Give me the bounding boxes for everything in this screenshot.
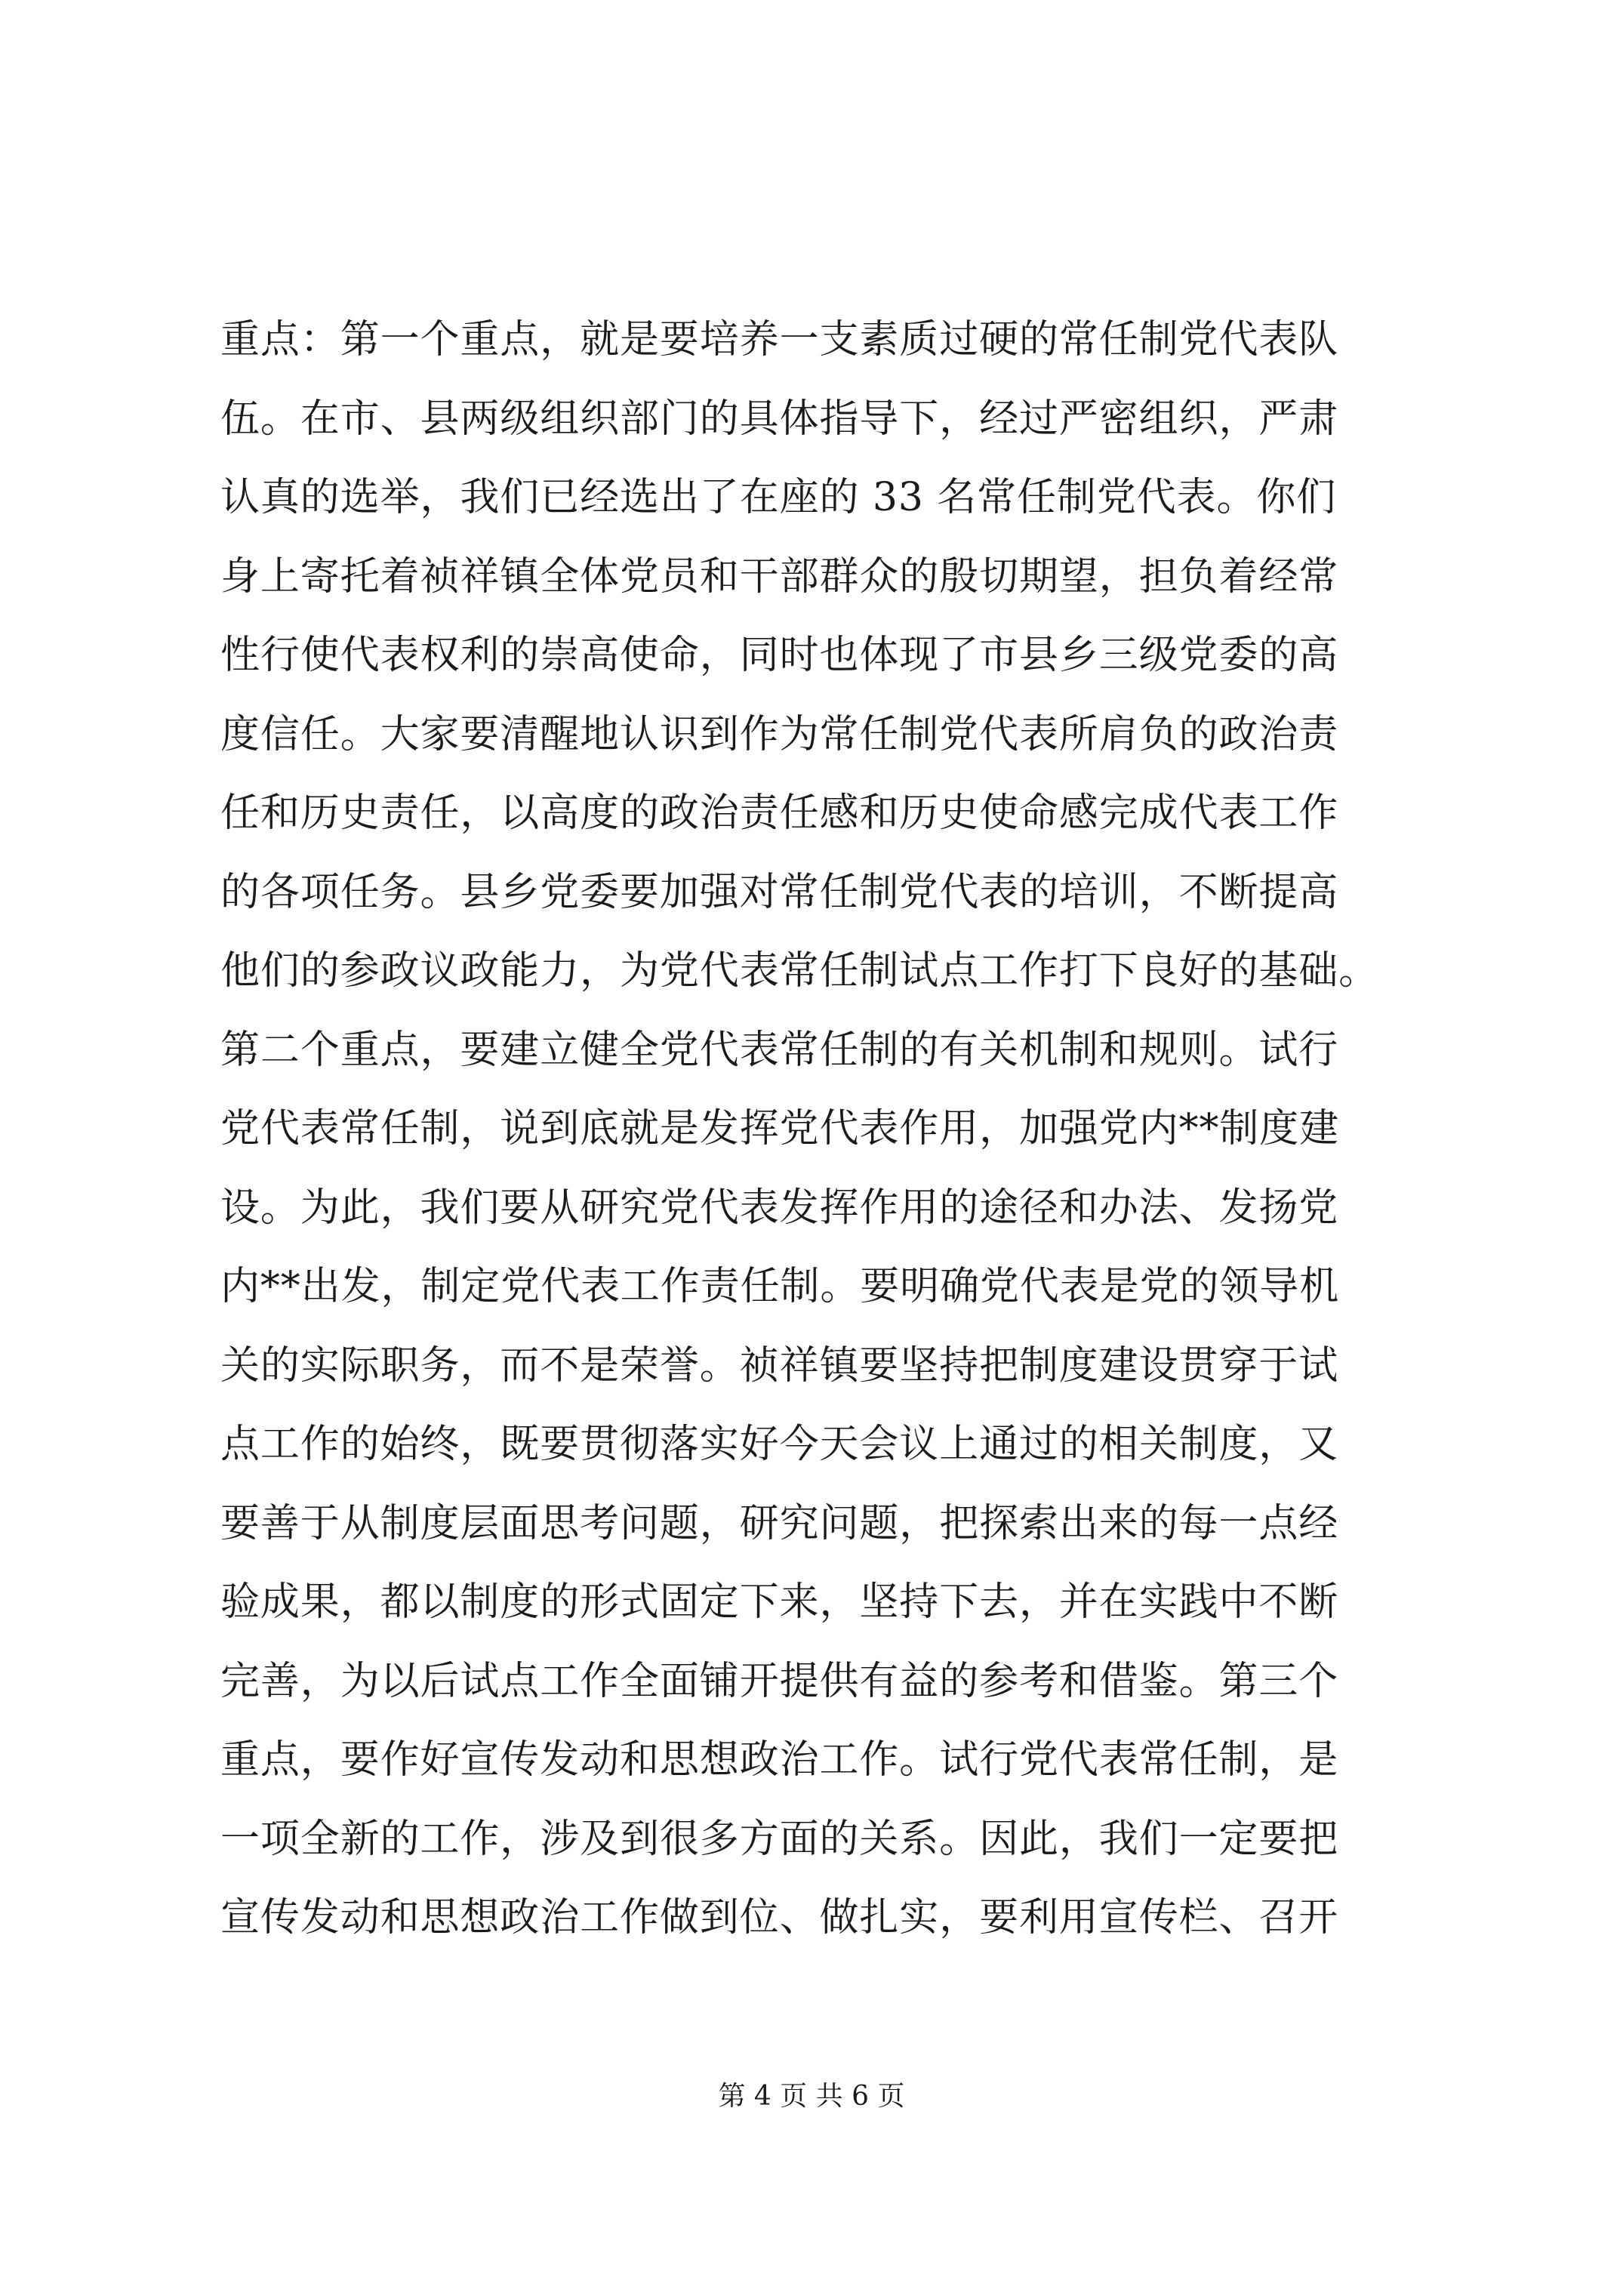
text-line: 点工作的始终，既要贯彻落实好今天会议上通过的相关制度，又 xyxy=(220,1422,1339,1467)
text-line: 党代表常任制，说到底就是发挥党代表作用，加强党内**制度建 xyxy=(220,1106,1340,1151)
body-paragraph xyxy=(220,300,1421,1958)
text-line: 宣传发动和思想政治工作做到位、做扎实，要利用宣传栏、召开 xyxy=(220,1895,1339,1940)
text-line: 性行使代表权利的崇高使命，同时也体现了市县乡三级党委的高 xyxy=(220,633,1339,678)
text-line: 一项全新的工作，涉及到很多方面的关系。因此，我们一定要把 xyxy=(220,1816,1339,1862)
text-line: 完善，为以后试点工作全面铺开提供有益的参考和借鉴。第三个 xyxy=(220,1658,1339,1704)
text-line: 认真的选举，我们已经选出了在座的 33 名常任制党代表。你们 xyxy=(220,475,1337,520)
text-line: 他们的参政议政能力，为党代表常任制试点工作打下良好的基础。 xyxy=(220,948,1379,994)
text-line: 设。为此，我们要从研究党代表发挥作用的途径和办法、发扬党 xyxy=(220,1185,1339,1231)
text-line: 内**出发，制定党代表工作责任制。要明确党代表是党的领导机 xyxy=(220,1264,1340,1309)
text-line: 的各项任务。县乡党委要加强对常任制党代表的培训，不断提高 xyxy=(220,869,1339,915)
text-line: 伍。在市、县两级组织部门的具体指导下，经过严密组织，严肃 xyxy=(220,396,1339,442)
text-line: 要善于从制度层面思考问题，研究问题，把探索出来的每一点经 xyxy=(220,1500,1339,1546)
text-line: 任和历史责任，以高度的政治责任感和历史使命感完成代表工作 xyxy=(220,791,1339,836)
text-line: 验成果，都以制度的形式固定下来，坚持下去，并在实践中不断 xyxy=(220,1579,1339,1625)
page-footer: 第 4 页 共 6 页 xyxy=(718,2081,905,2112)
text-line: 重点：第一个重点，就是要培养一支素质过硬的常任制党代表队 xyxy=(220,317,1339,362)
text-line: 度信任。大家要清醒地认识到作为常任制党代表所肩负的政治责 xyxy=(220,711,1339,757)
text-line: 身上寄托着祯祥镇全体党员和干部群众的殷切期望，担负着经常 xyxy=(220,553,1339,599)
text-line: 关的实际职务，而不是荣誉。祯祥镇要坚持把制度建设贯穿于试 xyxy=(220,1342,1339,1388)
text-line: 重点，要作好宣传发动和思想政治工作。试行党代表常任制，是 xyxy=(220,1737,1339,1783)
text-line: 第二个重点，要建立健全党代表常任制的有关机制和规则。试行 xyxy=(220,1027,1339,1073)
